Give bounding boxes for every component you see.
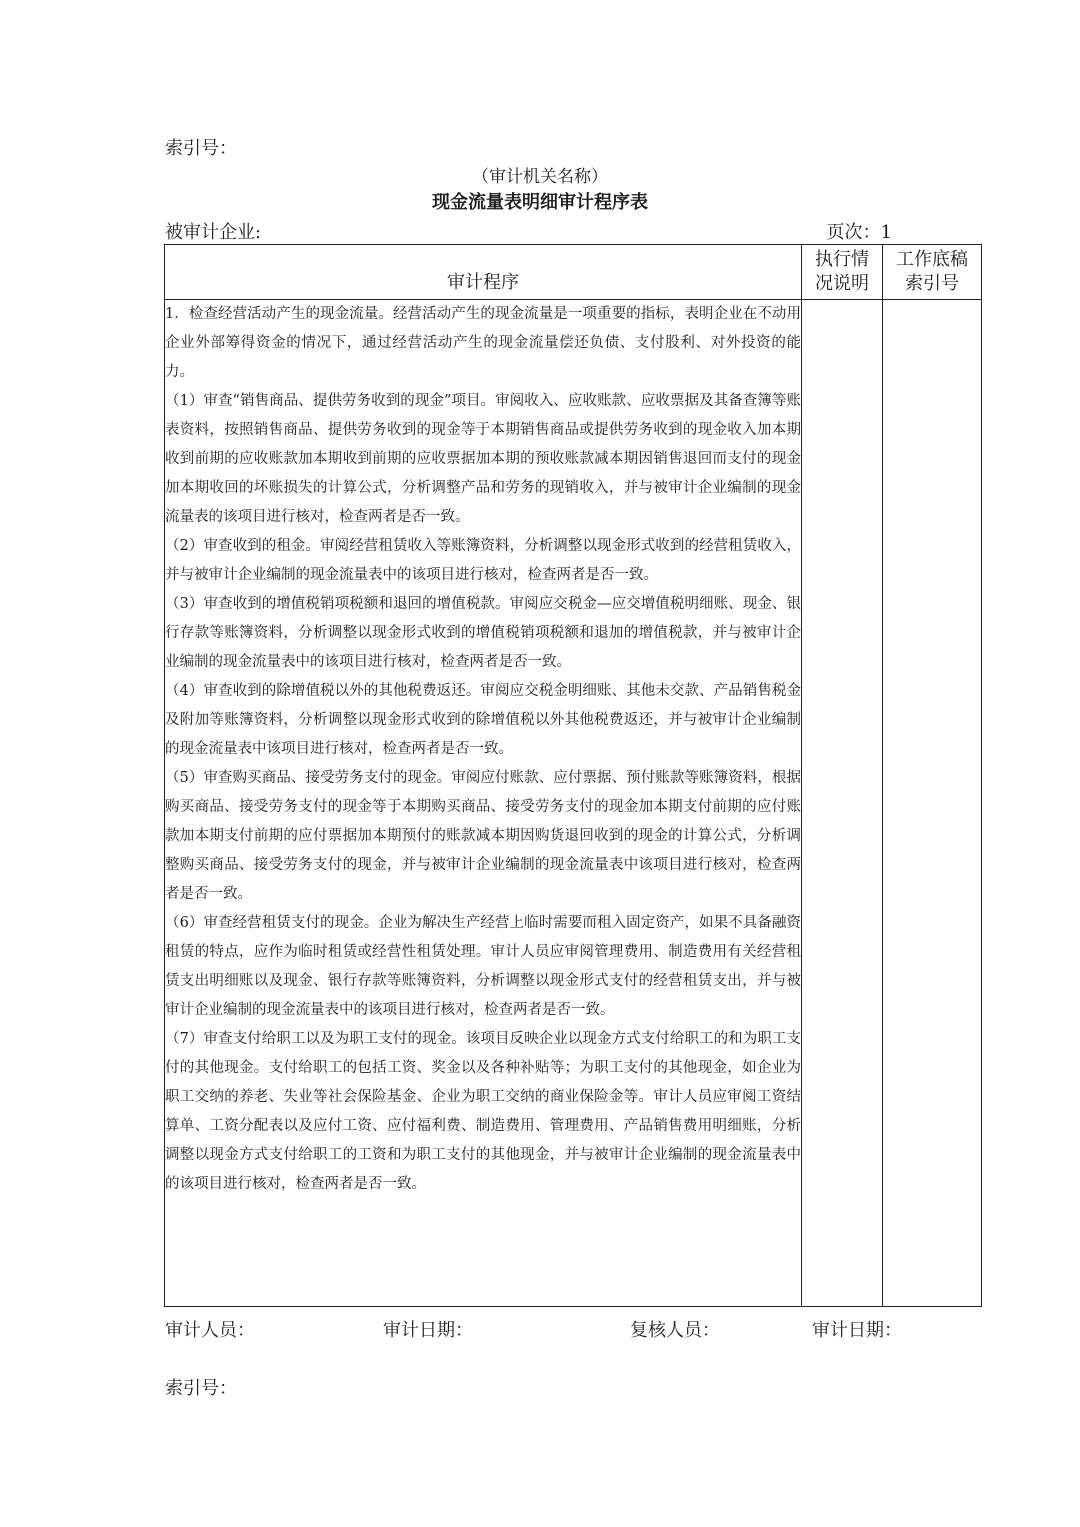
procedure-header-text: 审计程序 [447,272,519,293]
procedure-paragraph: （1）审查“销售商品、提供劳务收到的现金”项目。审阅收入、应收账款、应收票据及其备查簿等账表资料，按照销售商品、提供劳务收到的现金等于本期销售商品或提供劳务收到的现金收入加本期收到前期的应收账款加本期收到前期的应收票据加本期的预收账款减本期因销售退回而支付的现金加本期收回的坏账损失的计算公式，分析调整产品和劳务的现销收入，并与被审计企业编制的现金流量表的该项目进行核对，检查两者是否一致。 [165,393,801,525]
table-row [165,300,982,1307]
index-number-label: 索引号： [165,138,237,159]
procedure-paragraph: （3）审查收到的增值税销项税额和退回的增值税款。审阅应交税金—应交增值税明细账、现金、银行存款等账簿资料，分析调整以现金形式收到的增值税销项税额和退加的增值税款，并与被审计企业编制的现金流量表中的该项目进行核对，检查两者是否一致。 [165,596,801,670]
execution-header-line1: 执行情 [815,249,869,270]
audit-date-label: 审计日期： [383,1320,473,1341]
reviewer-label: 复核人员： [630,1320,720,1341]
index-number-label-next: 索引号： [165,1378,237,1399]
execution-header-line2: 况说明 [815,273,869,294]
procedure-cell [165,300,802,1307]
page-number-label: 页次：1 [826,222,892,243]
procedure-paragraph: （4）审查收到的除增值税以外的其他税费返还。审阅应交税金明细账、其他未交款、产品销售税金及附加等账簿资料，分析调整以现金形式收到的除增值税以外其他税费返还，并与被审计企业编制的现金流量表中该项目进行核对，检查两者是否一致。 [165,683,801,757]
table-header-row [165,245,982,300]
execution-column-header [802,245,883,300]
procedure-paragraph: （7）审查支付给职工以及为职工支付的现金。该项目反映企业以现金方式支付给职工的和为职工支付的其他现金。支付给职工的包括工资、奖金以及各种补贴等；为职工支付的其他现金，如企业为职工交纳的养老、失业等社会保险基金、企业为职工交纳的商业保险金等。审计人员应审阅工资结算单、工资分配表以及应付工资、应付福利费、制造费用、管理费用、产品销售费用明细账，分析调整以现金方式支付给职工的工资和为职工支付的其他现金，并与被审计企业编制的现金流量表中的该项目进行核对，检查两者是否一致。 [165,1031,801,1192]
workpaper-index-cell[interactable] [883,300,982,1307]
audited-company-label: 被审计企业: [165,222,262,243]
procedure-paragraph: 1．检查经营活动产生的现金流量。经营活动产生的现金流量是一项重要的指标，表明企业在不动用企业外部筹得资金的情况下，通过经营活动产生的现金流量偿还负债、支付股利、对外投资的能力。 [165,306,801,380]
document-meta-row [165,218,980,242]
procedure-paragraph: （2）审查收到的租金。审阅经营租赁收入等账簿资料，分析调整以现金形式收到的经营租赁收入，并与被审计企业编制的现金流量表中的该项目进行核对，检查两者是否一致。 [165,538,801,583]
execution-note-cell[interactable] [802,300,883,1307]
signature-footer [165,1316,980,1342]
workpaper-column-header [883,245,982,300]
audit-organization-name: （审计机关名称） [472,167,608,187]
workpaper-header-line1: 工作底稿 [896,249,968,270]
workpaper-header-line2: 索引号 [905,273,959,294]
audit-program-table [164,244,982,1307]
procedure-paragraph: （5）审查购买商品、接受劳务支付的现金。审阅应付账款、应付票据、预付账款等账簿资料，根据购买商品、接受劳务支付的现金等于本期购买商品、接受劳务支付的现金加本期支付前期的应付账款加本期支付前期的应付票据加本期预付的账款减本期因购货退回收到的现金的计算公式，分析调整购买商品、接受劳务支付的现金，并与被审计企业编制的现金流量表中该项目进行核对，检查两者是否一致。 [165,770,801,902]
procedure-paragraph: （6）审查经营租赁支付的现金。企业为解决生产经营上临时需要而租入固定资产，如果不具备融资租赁的特点，应作为临时租赁或经营性租赁处理。审计人员应审阅管理费用、制造费用有关经营租赁支出明细账以及现金、银行存款等账簿资料，分析调整以现金形式支付的经营租赁支出，并与被审计企业编制的现金流量表中的该项目进行核对，检查两者是否一致。 [165,915,801,1018]
auditor-label: 审计人员： [165,1320,255,1341]
procedure-column-header [165,245,802,300]
document-title: 现金流量表明细审计程序表 [432,192,648,213]
review-date-label: 审计日期： [812,1320,902,1341]
